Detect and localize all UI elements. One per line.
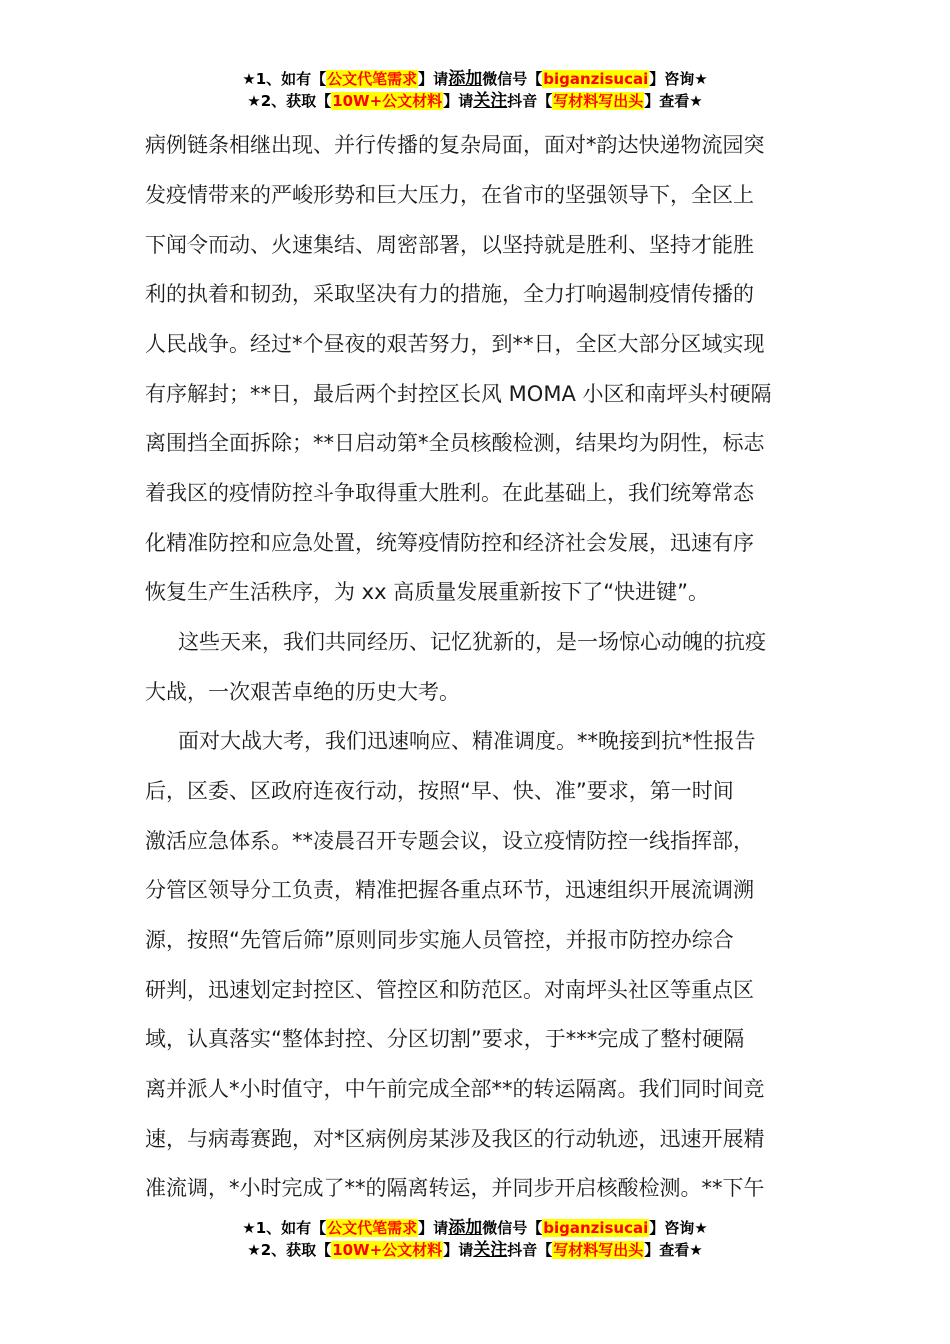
text-line: 域，认真落实“整体封控、分区切割”要求，于***完成了整村硬隔 [145,1027,745,1051]
text-line: 离并派人*小时值守，中午前完成全部**的转运隔离。我们同时间竞 [145,1077,765,1101]
banner-line-1: ★1、如有【公文代笔需求】请添加微信号【biganzisucai】咨询★ [242,1218,708,1238]
header-banner [0,68,950,112]
text-line: 发疫情带来的严峻形势和巨大压力，在省市的坚强领导下，全区上 [145,183,754,207]
banner-highlight: 10W+公文材料 [332,92,443,110]
text-line: 研判，迅速划定封控区、管控区和防范区。对南坪头社区等重点区 [145,978,754,1002]
banner-line-2: ★2、获取【10W+公文材料】请关注抖音【写材料写出头】查看★ [247,1240,703,1260]
banner-highlight: 公文代笔需求 [327,1219,418,1237]
text-line: 激活应急体系。**凌晨召开专题会议，设立疫情防控一线指挥部， [145,829,754,853]
paragraph-start: 面对大战大考，我们迅速响应、精准调度。**晚接到抗*性报告 [178,729,756,753]
text-line: 分管区领导分工负责，精准把握各重点环节，迅速组织开展流调溯 [145,878,754,902]
text-line: 下闻令而动、火速集结、周密部署，以坚持就是胜利、坚持才能胜 [145,233,754,257]
banner-highlight: 10W+公文材料 [332,1241,443,1259]
douyin-account: 写材料写出头 [553,92,644,110]
text-line: 离围挡全面拆除；**日启动第*全员核酸检测，结果均为阴性，标志 [145,431,765,455]
text-line: 化精准防控和应急处置，统筹疫情防控和经济社会发展，迅速有序 [145,531,754,555]
douyin-account: 写材料写出头 [553,1241,644,1259]
text-line: 恢复生产生活秩序，为 xx 高质量发展重新按下了“快进键”。 [145,580,709,604]
text-line: 病例链条相继出现、并行传播的复杂局面，面对*韵达快递物流园突 [145,133,765,157]
text-line: 利的执着和韧劲，采取坚决有力的措施，全力打响遏制疫情传播的 [145,282,754,306]
banner-line-1: ★1、如有【公文代笔需求】请添加微信号【biganzisucai】咨询★ [242,69,708,89]
wechat-id: biganzisucai [543,70,649,88]
text-line: 后，区委、区政府连夜行动，按照“早、快、准”要求，第一时间 [145,779,734,803]
text-line: 大战，一次艰苦卓绝的历史大考。 [145,680,460,704]
banner-highlight: 公文代笔需求 [327,70,418,88]
text-line: 着我区的疫情防控斗争取得重大胜利。在此基础上，我们统筹常态 [145,481,754,505]
text-line: 准流调，*小时完成了**的隔离转运，并同步开启核酸检测。**下午 [145,1176,765,1200]
wechat-id: biganzisucai [543,1219,649,1237]
banner-line-2: ★2、获取【10W+公文材料】请关注抖音【写材料写出头】查看★ [247,91,703,111]
text-line: 源，按照“先管后筛”原则同步实施人员管控，并报市防控办综合 [145,928,734,952]
footer-banner [0,1217,950,1261]
paragraph-start: 这些天来，我们共同经历、记忆犹新的，是一场惊心动魄的抗疫 [178,630,766,654]
text-line: 有序解封；**日，最后两个封控区长风 MOMA 小区和南坪头村硬隔 [145,382,772,406]
text-line: 人民战争。经过*个昼夜的艰苦努力，到**日，全区大部分区域实现 [145,332,765,356]
text-line: 速，与病毒赛跑，对*区病例房某涉及我区的行动轨迹，迅速开展精 [145,1127,765,1151]
